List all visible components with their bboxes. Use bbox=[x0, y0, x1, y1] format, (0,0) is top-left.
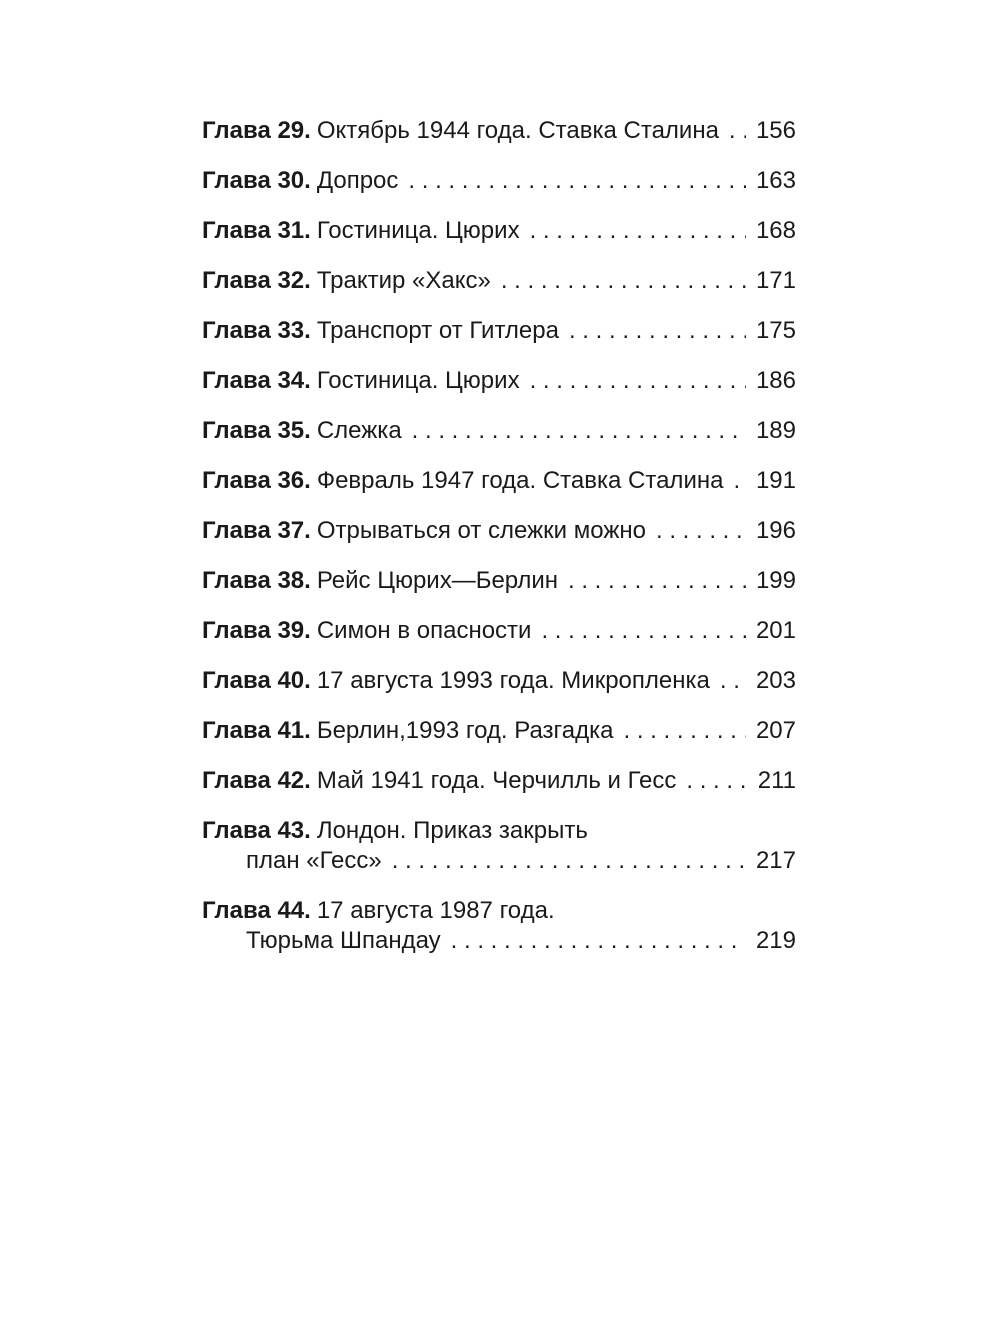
chapter-label: Глава 33. bbox=[202, 317, 311, 344]
toc-entry bbox=[202, 166, 796, 196]
chapter-title: Октябрь 1944 года. Ставка Сталина bbox=[316, 117, 719, 144]
page-number: 199 bbox=[755, 567, 796, 594]
chapter-label: Глава 44. bbox=[202, 897, 311, 924]
dot-leader bbox=[530, 366, 746, 396]
page-number: 163 bbox=[755, 167, 796, 194]
toc-entry bbox=[202, 216, 796, 246]
page-number: 219 bbox=[755, 927, 796, 954]
table-of-contents bbox=[202, 116, 796, 976]
chapter-title: Рейс Цюрих—Берлин bbox=[316, 567, 558, 594]
toc-entry bbox=[202, 766, 796, 796]
chapter-title: Гостиница. Цюрих bbox=[316, 367, 520, 394]
dot-leader bbox=[568, 566, 746, 596]
toc-entry bbox=[202, 716, 796, 746]
toc-entry bbox=[202, 266, 796, 296]
chapter-title: Трактир «Хакс» bbox=[316, 267, 491, 294]
chapter-title: Май 1941 года. Черчилль и Гесс bbox=[316, 767, 677, 794]
chapter-title: Транспорт от Гитлера bbox=[316, 317, 559, 344]
page-number: 175 bbox=[755, 317, 796, 344]
dot-leader bbox=[686, 766, 746, 796]
dot-leader bbox=[530, 216, 746, 246]
page-number: 189 bbox=[755, 417, 796, 444]
chapter-title: Берлин,1993 год. Разгадка bbox=[316, 717, 614, 744]
page-number: 156 bbox=[755, 117, 796, 144]
chapter-title: Отрываться от слежки можно bbox=[316, 517, 646, 544]
page-number: 201 bbox=[755, 617, 796, 644]
chapter-title: Слежка bbox=[316, 417, 402, 444]
chapter-title-continuation: Тюрьма Шпандау bbox=[246, 927, 441, 954]
page-number: 217 bbox=[755, 847, 796, 874]
chapter-title: Симон в опасности bbox=[316, 617, 532, 644]
chapter-label: Глава 42. bbox=[202, 767, 311, 794]
toc-entry bbox=[202, 416, 796, 446]
toc-entry bbox=[202, 366, 796, 396]
page-number: 211 bbox=[757, 767, 796, 794]
toc-entry bbox=[202, 516, 796, 546]
page-number: 203 bbox=[755, 667, 796, 694]
chapter-label: Глава 35. bbox=[202, 417, 311, 444]
dot-leader bbox=[451, 926, 746, 956]
chapter-label: Глава 40. bbox=[202, 667, 311, 694]
chapter-title: 17 августа 1993 года. Микропленка bbox=[316, 667, 710, 694]
dot-leader bbox=[501, 266, 746, 296]
chapter-title: Допрос bbox=[316, 167, 399, 194]
toc-entry bbox=[202, 816, 796, 876]
dot-leader bbox=[408, 166, 746, 196]
toc-entry bbox=[202, 116, 796, 146]
toc-entry bbox=[202, 466, 796, 496]
dot-leader bbox=[720, 666, 746, 696]
chapter-label: Глава 31. bbox=[202, 217, 311, 244]
dot-leader bbox=[412, 416, 746, 446]
page-number: 207 bbox=[755, 717, 796, 744]
dot-leader bbox=[733, 466, 746, 496]
chapter-label: Глава 43. bbox=[202, 817, 311, 844]
toc-entry bbox=[202, 566, 796, 596]
dot-leader bbox=[623, 716, 745, 746]
page-number: 168 bbox=[755, 217, 796, 244]
chapter-label: Глава 34. bbox=[202, 367, 311, 394]
page-number: 191 bbox=[755, 467, 796, 494]
toc-entry bbox=[202, 316, 796, 346]
dot-leader bbox=[729, 116, 746, 146]
chapter-title-continuation: план «Гесс» bbox=[246, 847, 382, 874]
chapter-title: Гостиница. Цюрих bbox=[316, 217, 520, 244]
chapter-title: 17 августа 1987 года. bbox=[316, 897, 555, 924]
chapter-label: Глава 41. bbox=[202, 717, 311, 744]
dot-leader bbox=[569, 316, 746, 346]
toc-entry bbox=[202, 896, 796, 956]
page-number: 196 bbox=[755, 517, 796, 544]
chapter-title: Февраль 1947 года. Ставка Сталина bbox=[316, 467, 724, 494]
page-number: 186 bbox=[755, 367, 796, 394]
chapter-title: Лондон. Приказ закрыть bbox=[316, 817, 588, 844]
chapter-label: Глава 30. bbox=[202, 167, 311, 194]
chapter-label: Глава 37. bbox=[202, 517, 311, 544]
dot-leader bbox=[392, 846, 746, 876]
dot-leader bbox=[541, 616, 746, 646]
chapter-label: Глава 39. bbox=[202, 617, 311, 644]
chapter-label: Глава 32. bbox=[202, 267, 311, 294]
dot-leader bbox=[656, 516, 746, 546]
chapter-label: Глава 36. bbox=[202, 467, 311, 494]
toc-entry bbox=[202, 666, 796, 696]
toc-entry bbox=[202, 616, 796, 646]
page-number: 171 bbox=[755, 267, 796, 294]
chapter-label: Глава 29. bbox=[202, 117, 311, 144]
chapter-label: Глава 38. bbox=[202, 567, 311, 594]
